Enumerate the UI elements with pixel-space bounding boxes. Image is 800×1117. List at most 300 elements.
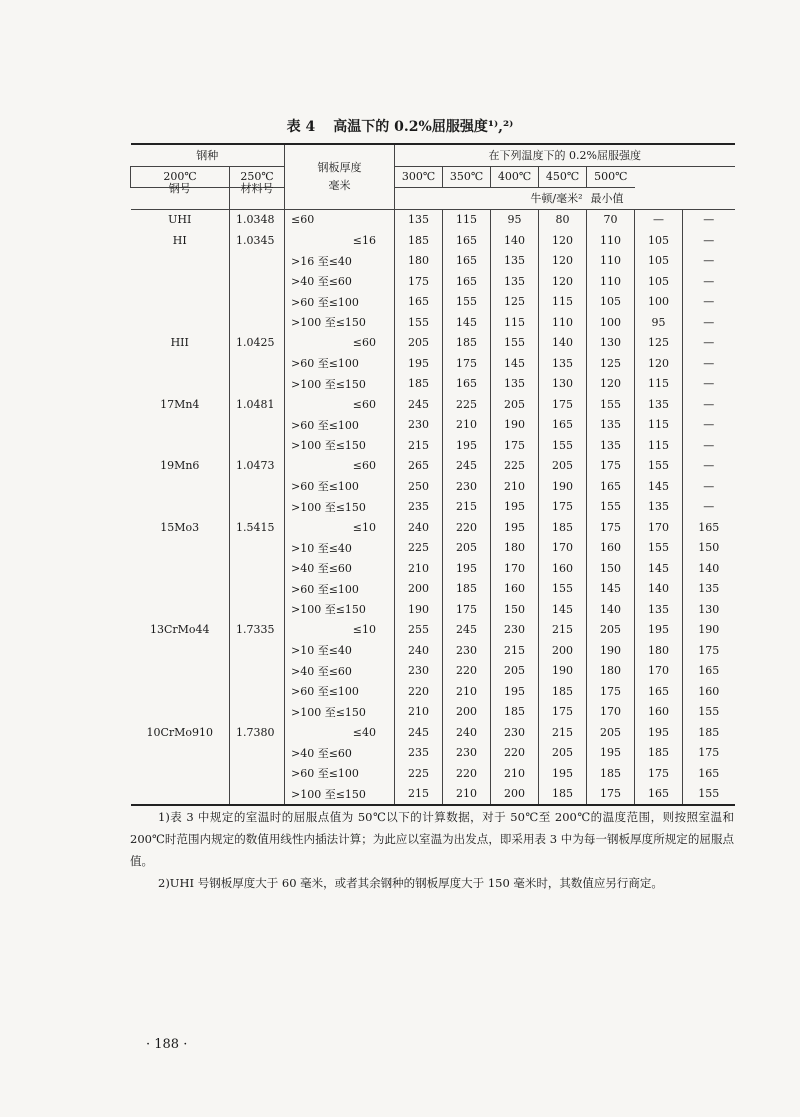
yield-strength-table [130,143,735,806]
cell-value: 190 [539,476,587,497]
cell-value: 205 [443,538,491,559]
cell-value: 100 [587,312,635,333]
cell-value: 140 [539,333,587,354]
cell-material-no [230,661,285,682]
cell-value: 175 [587,784,635,806]
cell-material-no [230,763,285,784]
cell-grade: 15Mo3 [160,520,200,534]
table-row [131,763,735,784]
cell-value: 160 [635,702,683,723]
cell-thickness: >40 至≤60 [285,661,395,682]
cell-grade [131,312,230,333]
table-row [131,497,735,518]
cell-grade [131,476,230,497]
cell-value: 160 [587,538,635,559]
cell-material-no [230,415,285,436]
cell-value: 130 [683,599,735,620]
cell-thickness: ≤16 [285,230,395,251]
cell-value: 150 [683,538,735,559]
cell-material-no: 1.0348 [230,209,285,230]
cell-value: 165 [635,681,683,702]
cell-value: 120 [635,353,683,374]
cell-value: 185 [395,374,443,395]
cell-value: 140 [491,230,539,251]
page-number: · 188 · [146,1037,188,1052]
cell-value: 195 [635,722,683,743]
cell-value: 245 [395,722,443,743]
cell-grade [131,497,230,518]
cell-value: 135 [491,251,539,272]
cell-value: 205 [587,620,635,641]
cell-grade [131,702,230,723]
cell-value: 175 [587,456,635,477]
cell-material-no [230,558,285,579]
cell-value: 110 [539,312,587,333]
table-caption: 高温下的 0.2%屈服强度¹⁾,²⁾ [333,119,514,135]
cell-value: 210 [443,784,491,806]
cell-grade [131,579,230,600]
header-temp: 350℃ [443,166,491,188]
cell-grade [131,681,230,702]
cell-material-no: 1.0425 [230,333,285,354]
cell-value: — [683,497,735,518]
cell-value: — [683,476,735,497]
cell-value: 220 [443,661,491,682]
cell-value: 145 [539,599,587,620]
table-row [131,374,735,395]
cell-value: 205 [587,722,635,743]
cell-value: 125 [491,292,539,313]
cell-material-no [230,476,285,497]
header-material-no: 材料号 [230,178,285,200]
header-temp: 300℃ [395,166,443,188]
cell-value: 205 [539,456,587,477]
cell-value: 135 [491,374,539,395]
cell-thickness: ≤60 [285,456,395,477]
table-row [131,415,735,436]
table-row [131,681,735,702]
cell-value: 190 [683,620,735,641]
cell-thickness: >100 至≤150 [285,702,395,723]
cell-value: 240 [443,722,491,743]
cell-thickness: ≤60 [285,394,395,415]
cell-value: 210 [491,763,539,784]
cell-value: 140 [587,599,635,620]
cell-value: 245 [443,456,491,477]
cell-value: 195 [635,620,683,641]
cell-value: 95 [635,312,683,333]
cell-value: 190 [395,599,443,620]
cell-grade [131,435,230,456]
cell-value: 215 [395,784,443,806]
cell-value: 230 [443,743,491,764]
cell-value: 190 [539,661,587,682]
cell-value: 165 [683,763,735,784]
cell-grade: HII [170,336,189,350]
cell-value: 185 [443,333,491,354]
cell-value: 185 [539,784,587,806]
cell-value: 195 [443,558,491,579]
cell-value: 180 [587,661,635,682]
cell-value: 175 [443,599,491,620]
cell-value: 175 [587,681,635,702]
cell-value: — [683,312,735,333]
table-row [131,476,735,497]
header-thickness [285,144,395,209]
table-row [131,251,735,272]
cell-grade [131,784,230,806]
table-row [131,312,735,333]
cell-value: 265 [395,456,443,477]
cell-value: 200 [443,702,491,723]
cell-grade [131,743,230,764]
cell-value: 230 [443,476,491,497]
cell-value: 210 [491,476,539,497]
cell-value: 175 [395,271,443,292]
cell-thickness: ≤10 [285,620,395,641]
cell-value: 105 [635,251,683,272]
cell-value: 155 [587,394,635,415]
cell-value: — [683,271,735,292]
cell-material-no: 1.5415 [230,517,285,538]
cell-thickness: >16 至≤40 [285,251,395,272]
cell-grade [131,353,230,374]
cell-value: 215 [539,722,587,743]
cell-value: 165 [635,784,683,806]
cell-material-no [230,743,285,764]
table-row [131,333,735,354]
cell-value: 250 [395,476,443,497]
cell-value: 215 [539,620,587,641]
cell-grade [131,374,230,395]
cell-material-no: 1.0473 [230,456,285,477]
table-row [131,661,735,682]
table-row [131,743,735,764]
cell-material-no [230,538,285,559]
cell-value: 135 [491,271,539,292]
cell-thickness: >100 至≤150 [285,374,395,395]
table-title [0,116,800,136]
cell-value: 225 [395,538,443,559]
cell-thickness: >40 至≤60 [285,558,395,579]
cell-grade [131,558,230,579]
table-row [131,702,735,723]
cell-value: 175 [491,435,539,456]
cell-value: — [683,292,735,313]
cell-value: 115 [539,292,587,313]
cell-value: 115 [443,209,491,230]
table-row [131,230,735,251]
cell-value: 155 [683,784,735,806]
cell-value: 145 [635,476,683,497]
cell-value: 185 [539,681,587,702]
cell-value: 180 [635,640,683,661]
header-steel-type: 钢种 [131,144,285,166]
cell-value: 115 [635,374,683,395]
table-row [131,640,735,661]
cell-value: 205 [539,743,587,764]
cell-material-no [230,640,285,661]
cell-value: 175 [539,394,587,415]
cell-value: 80 [539,209,587,230]
table-number: 表 4 [286,119,316,135]
cell-value: 170 [491,558,539,579]
cell-value: 165 [587,476,635,497]
cell-grade [131,292,230,313]
cell-grade [131,271,230,292]
cell-material-no: 1.0345 [230,230,285,251]
cell-value: 170 [539,538,587,559]
cell-grade: 19Mn6 [160,459,200,473]
footnote-1: 1)表 3 中规定的室温时的屈服点值为 50℃以下的计算数据，对于 50℃至 200℃的温度范围，则按照室温和 200℃时范围内规定的数值用线性内插法计算；为此应以室温为出发点，即采用表 3 中为每一钢板厚度所规定的屈服点值。 [130,810,734,868]
cell-thickness: >100 至≤150 [285,784,395,806]
table-row [131,353,735,374]
cell-thickness: >60 至≤100 [285,763,395,784]
cell-value: 140 [635,579,683,600]
cell-thickness: >60 至≤100 [285,353,395,374]
cell-material-no: 1.0481 [230,394,285,415]
cell-value: 120 [539,251,587,272]
cell-value: 175 [443,353,491,374]
table-row [131,394,735,415]
cell-value: 130 [587,333,635,354]
cell-value: — [683,394,735,415]
cell-value: 170 [635,661,683,682]
cell-value: 125 [587,353,635,374]
cell-thickness: >40 至≤60 [285,743,395,764]
cell-value: 165 [395,292,443,313]
cell-material-no [230,292,285,313]
cell-value: 135 [587,435,635,456]
cell-value: 110 [587,251,635,272]
cell-value: 200 [539,640,587,661]
cell-value: 180 [395,251,443,272]
cell-material-no [230,702,285,723]
cell-value: 195 [491,517,539,538]
cell-value: 115 [491,312,539,333]
cell-thickness: ≤40 [285,722,395,743]
cell-value: 145 [635,558,683,579]
cell-value: 155 [443,292,491,313]
cell-value: 165 [539,415,587,436]
cell-value: 205 [491,661,539,682]
cell-value: — [635,209,683,230]
cell-thickness: >60 至≤100 [285,579,395,600]
cell-material-no [230,599,285,620]
cell-value: 220 [491,743,539,764]
cell-grade [131,763,230,784]
header-thickness-label: 钢板厚度 [317,160,362,174]
cell-value: 230 [491,722,539,743]
table-row [131,722,735,743]
cell-value: 155 [539,435,587,456]
table-row [131,784,735,806]
table-row [131,517,735,538]
cell-value: 165 [443,230,491,251]
cell-value: 130 [539,374,587,395]
cell-value: 175 [683,743,735,764]
cell-grade: 10CrMo910 [146,725,214,739]
table-row [131,538,735,559]
cell-value: 230 [443,640,491,661]
cell-value: 215 [491,640,539,661]
cell-value: 185 [491,702,539,723]
cell-thickness: >60 至≤100 [285,415,395,436]
cell-thickness: >60 至≤100 [285,476,395,497]
cell-value: 195 [491,497,539,518]
cell-thickness: >100 至≤150 [285,435,395,456]
cell-value: 240 [395,517,443,538]
header-min-value: 最小值 [587,188,735,210]
table-row [131,579,735,600]
cell-grade: 13CrMo44 [149,623,210,637]
cell-thickness: >100 至≤150 [285,312,395,333]
cell-value: 230 [491,620,539,641]
cell-material-no [230,271,285,292]
cell-value: — [683,353,735,374]
cell-value: 190 [587,640,635,661]
cell-value: 230 [395,415,443,436]
cell-value: 200 [491,784,539,806]
cell-value: 175 [539,702,587,723]
cell-value: 95 [491,209,539,230]
header-unit: 牛顿/毫米² [395,188,587,210]
cell-thickness: >10 至≤40 [285,640,395,661]
cell-value: 180 [491,538,539,559]
cell-value: 185 [395,230,443,251]
header-grade: 钢号 [131,178,230,200]
cell-value: 150 [491,599,539,620]
cell-value: 185 [587,763,635,784]
cell-value: 155 [539,579,587,600]
table-row [131,620,735,641]
cell-value: 155 [491,333,539,354]
cell-value: 195 [395,353,443,374]
cell-value: 210 [443,681,491,702]
cell-value: 100 [635,292,683,313]
cell-value: 135 [635,394,683,415]
table-row [131,558,735,579]
cell-material-no: 1.7380 [230,722,285,743]
header-temp: 500℃ [587,166,635,188]
cell-value: 110 [587,271,635,292]
cell-value: 225 [491,456,539,477]
cell-value: 155 [635,456,683,477]
cell-value: 115 [635,415,683,436]
cell-value: 230 [395,661,443,682]
cell-value: 170 [635,517,683,538]
cell-grade: HI [172,233,187,247]
cell-material-no [230,251,285,272]
cell-value: 165 [443,374,491,395]
cell-value: 225 [443,394,491,415]
cell-grade [131,415,230,436]
cell-value: 175 [539,497,587,518]
cell-material-no [230,579,285,600]
cell-thickness: ≤60 [285,333,395,354]
cell-value: 205 [491,394,539,415]
cell-value: 210 [395,702,443,723]
cell-material-no [230,497,285,518]
cell-value: 185 [635,743,683,764]
cell-value: 70 [587,209,635,230]
cell-value: 160 [491,579,539,600]
cell-value: 155 [587,497,635,518]
cell-value: — [683,415,735,436]
cell-value: 175 [587,517,635,538]
cell-value: 195 [443,435,491,456]
cell-value: 120 [587,374,635,395]
table-row [131,209,735,230]
cell-value: 210 [395,558,443,579]
cell-value: 160 [683,681,735,702]
footnotes [130,806,734,894]
cell-value: 165 [683,661,735,682]
cell-value: 160 [539,558,587,579]
cell-value: 200 [395,579,443,600]
cell-thickness: ≤10 [285,517,395,538]
cell-value: 155 [635,538,683,559]
cell-value: 165 [443,271,491,292]
cell-value: 185 [443,579,491,600]
cell-material-no: 1.7335 [230,620,285,641]
cell-value: 135 [683,579,735,600]
cell-grade: UHI [168,213,192,227]
cell-value: 140 [683,558,735,579]
footnote-2: 2)UHI 号钢板厚度大于 60 毫米，或者其余钢种的钢板厚度大于 150 毫米时，其数值应另行商定。 [158,876,663,890]
cell-value: 195 [539,763,587,784]
cell-value: 135 [539,353,587,374]
cell-value: 135 [635,599,683,620]
cell-value: 175 [683,640,735,661]
cell-value: 215 [395,435,443,456]
cell-value: — [683,456,735,477]
cell-value: 155 [395,312,443,333]
table-row [131,456,735,477]
cell-thickness: >60 至≤100 [285,292,395,313]
cell-thickness: >100 至≤150 [285,497,395,518]
cell-value: 220 [395,681,443,702]
cell-value: — [683,230,735,251]
cell-value: — [683,374,735,395]
header-temp: 450℃ [539,166,587,188]
cell-value: 195 [491,681,539,702]
cell-value: 135 [395,209,443,230]
cell-material-no [230,784,285,806]
cell-value: 235 [395,743,443,764]
cell-material-no [230,353,285,374]
header-temp: 400℃ [491,166,539,188]
cell-value: 145 [491,353,539,374]
cell-value: 235 [395,497,443,518]
cell-value: 155 [683,702,735,723]
cell-value: 205 [395,333,443,354]
cell-value: — [683,333,735,354]
cell-thickness: ≤60 [285,209,395,230]
header-thickness-unit: 毫米 [328,178,351,192]
header-temp: 200℃ [131,166,230,188]
cell-value: — [683,251,735,272]
cell-thickness: >60 至≤100 [285,681,395,702]
cell-value: 120 [539,271,587,292]
cell-value: 120 [539,230,587,251]
cell-value: 150 [587,558,635,579]
cell-grade [131,251,230,272]
cell-value: 145 [587,579,635,600]
cell-value: 210 [443,415,491,436]
cell-value: 105 [635,230,683,251]
cell-value: 185 [683,722,735,743]
